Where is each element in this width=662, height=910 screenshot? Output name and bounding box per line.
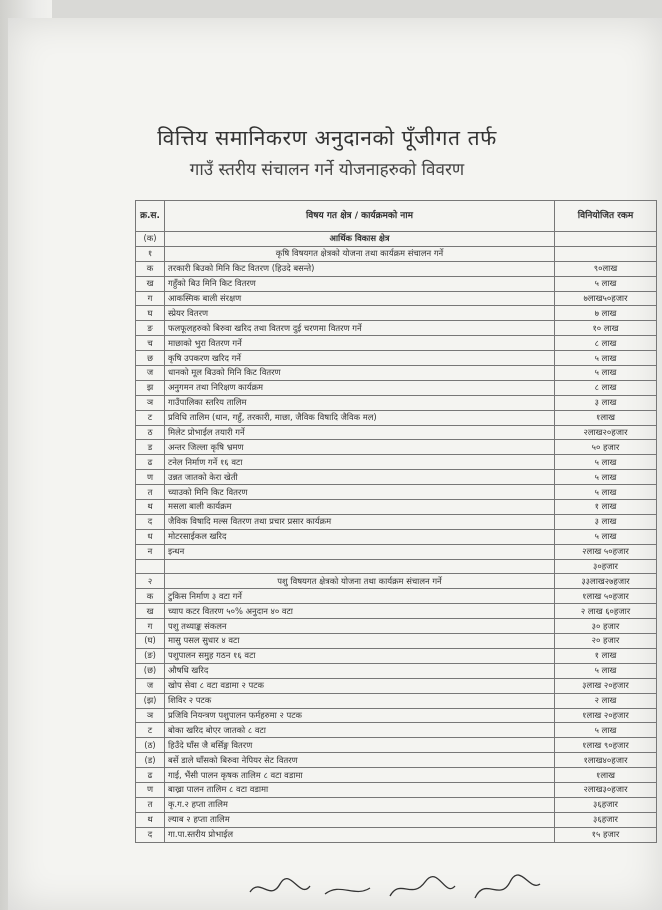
table-row [136, 782, 657, 797]
row-amount: ५ लाख [555, 723, 657, 738]
table-row [136, 619, 657, 634]
table-row [136, 366, 657, 381]
table-header-row [136, 201, 657, 232]
table-row [136, 768, 657, 783]
row-sn: ण [136, 470, 165, 485]
row-amount: १ लाख [555, 500, 657, 515]
row-name: स्प्रेयर वितरण [165, 306, 555, 321]
row-sn: ञ [136, 708, 165, 723]
row-sn: ज [136, 678, 165, 693]
row-amount: ३३लाख२७हजार [555, 574, 657, 589]
table-row [136, 336, 657, 351]
row-name: फलफूलहरुको बिरुवा खरिद तथा वितरण दुई चरणमा वितरण गर्ने [165, 321, 555, 336]
row-sn: ख [136, 276, 165, 291]
table-row [136, 753, 657, 768]
table-row [136, 604, 657, 619]
row-sn: ठ [136, 425, 165, 440]
row-sn: क [136, 589, 165, 604]
row-name: पशु तथ्याङ्क संकलन [165, 619, 555, 634]
row-name: औषधि खरिद [165, 663, 555, 678]
row-name: जैविक विषादि मल्स वितरण तथा प्रचार प्रसार कार्यक्रम [165, 514, 555, 529]
row-name: गाउँपालिका स्तरिय तालिम [165, 395, 555, 410]
row-name: आकस्मिक बाली संरक्षण [165, 291, 555, 306]
row-amount: २लाख३०हजार [555, 782, 657, 797]
row-name: मसला बाली कार्यक्रम [165, 500, 555, 515]
row-amount: २लाख ५०हजार [555, 544, 657, 559]
row-sn: ट [136, 723, 165, 738]
row-amount: १० लाख [555, 321, 657, 336]
row-name: पशुपालन समुह गठन १६ वटा [165, 648, 555, 663]
row-name: खोप सेवा ८ वटा वडामा २ पटक [165, 678, 555, 693]
row-amount: १५ हजार [555, 827, 657, 842]
table-row [136, 470, 657, 485]
table-row [136, 529, 657, 544]
row-amount: ३६हजार [555, 812, 657, 827]
row-name: कृषि विषयगत क्षेत्रको योजना तथा कार्यक्रम संचालन गर्ने [165, 246, 555, 261]
table-row [136, 500, 657, 515]
row-sn: घ [136, 306, 165, 321]
row-amount: १लाख ९०हजार [555, 738, 657, 753]
row-amount: ५ लाख [555, 351, 657, 366]
table-row [136, 425, 657, 440]
row-name: बाख्रा पालन तालिम ८ वटा वडामा [165, 782, 555, 797]
row-sn: छ [136, 351, 165, 366]
row-amount: २ लाख [555, 693, 657, 708]
row-sn: ङ [136, 321, 165, 336]
row-amount: १लाख४०हजार [555, 753, 657, 768]
table-row [136, 321, 657, 336]
table-row [136, 514, 657, 529]
table-row [136, 544, 657, 559]
row-sn: ग [136, 291, 165, 306]
table-row [136, 812, 657, 827]
row-sn: १ [136, 246, 165, 261]
table-row [136, 351, 657, 366]
budget-table [135, 200, 657, 843]
row-name: गा.पा.स्तरीय प्रोभाईल [165, 827, 555, 842]
row-amount: २० हजार [555, 634, 657, 649]
table-row [136, 723, 657, 738]
row-name: टनेल निर्माण गर्ने १६ वटा [165, 455, 555, 470]
row-amount: ३ लाख [555, 395, 657, 410]
row-amount: ८ लाख [555, 380, 657, 395]
row-amount: ८ लाख [555, 336, 657, 351]
table-row [136, 246, 657, 261]
table-row [136, 693, 657, 708]
row-amount: ७लाख५०हजार [555, 291, 657, 306]
document-subtitle: गाउँ स्तरीय संचालन गर्ने योजनाहरुको विवरण [189, 160, 465, 180]
row-sn [136, 559, 165, 574]
row-sn: (छ) [136, 663, 165, 678]
row-sn: (घ) [136, 634, 165, 649]
row-name: बर्से डाले घाँसको बिरुवा नेपियर सेट वितरण [165, 753, 555, 768]
row-amount: ५ लाख [555, 485, 657, 500]
table-row [136, 559, 657, 574]
row-name: शिविर २ पटक [165, 693, 555, 708]
table-row [136, 738, 657, 753]
row-sn: न [136, 544, 165, 559]
row-name: तरकारी बिउको मिनि किट वितरण (हिउदे बसन्ते) [165, 261, 555, 276]
row-name: बोका खरिद बोएर जातको ८ वटा [165, 723, 555, 738]
row-amount [555, 246, 657, 261]
row-amount: ९०लाख [555, 261, 657, 276]
row-sn: (क) [136, 232, 165, 247]
row-sn: ड [136, 440, 165, 455]
row-name: प्रविधि तालिम (धान, गहुँ, तरकारी, माछा, जैविक विषादि जैविक मल) [165, 410, 555, 425]
row-name: टुकिस निर्माण ३ वटा गर्ने [165, 589, 555, 604]
row-name: च्याउको मिनि किट वितरण [165, 485, 555, 500]
row-name: आर्थिक विकास क्षेत्र [165, 232, 555, 247]
row-sn: ढ [136, 455, 165, 470]
row-sn: ञ [136, 395, 165, 410]
row-amount: ५ लाख [555, 455, 657, 470]
row-amount: ५ लाख [555, 470, 657, 485]
row-amount [555, 232, 657, 247]
row-name: इन्धन [165, 544, 555, 559]
row-name: कृषि उपकरण खरिद गर्ने [165, 351, 555, 366]
row-sn: ढ [136, 768, 165, 783]
row-name: मासु पसल सुधार ४ वटा [165, 634, 555, 649]
table-row [136, 663, 657, 678]
row-amount: १लाख २०हजार [555, 708, 657, 723]
row-amount: ३लाख २०हजार [555, 678, 657, 693]
table-row [136, 648, 657, 663]
row-sn: थ [136, 500, 165, 515]
row-sn: ध [136, 529, 165, 544]
row-amount: १लाख [555, 410, 657, 425]
row-sn: (ङ) [136, 648, 165, 663]
table-row [136, 485, 657, 500]
table-row [136, 306, 657, 321]
row-sn: च [136, 336, 165, 351]
row-name [165, 559, 555, 574]
row-amount: ५ लाख [555, 529, 657, 544]
table-row [136, 455, 657, 470]
row-sn: क [136, 261, 165, 276]
row-sn: ख [136, 604, 165, 619]
table-row [136, 380, 657, 395]
row-amount: १ लाख [555, 648, 657, 663]
row-sn: त [136, 485, 165, 500]
row-sn: झ [136, 380, 165, 395]
row-amount: ३० हजार [555, 619, 657, 634]
table-row [136, 574, 657, 589]
header-name: विषय गत क्षेत्र / कार्यक्रमको नाम [165, 201, 555, 232]
row-name: अन्तर जिल्ला कृषि भ्रमण [165, 440, 555, 455]
row-amount: ७ लाख [555, 306, 657, 321]
table-row [136, 395, 657, 410]
row-amount: २ लाख ६०हजार [555, 604, 657, 619]
row-sn: थ [136, 812, 165, 827]
row-name: पशु विषयगत क्षेत्रको योजना तथा कार्यक्रम संचालन गर्ने [165, 574, 555, 589]
table-row [136, 708, 657, 723]
signatures [230, 872, 550, 906]
row-amount: ५ लाख [555, 276, 657, 291]
table-row [136, 276, 657, 291]
row-sn: द [136, 827, 165, 842]
row-sn: (ड) [136, 753, 165, 768]
row-name: हिउँदे घाँस जै बर्सिङ्ग वितरण [165, 738, 555, 753]
row-sn: ण [136, 782, 165, 797]
row-amount: ३६हजार [555, 797, 657, 812]
row-sn: त [136, 797, 165, 812]
row-name: गहुँको बिउ मिनि किट वितरण [165, 276, 555, 291]
row-amount: १लाख [555, 768, 657, 783]
row-name: गाई, भैंसी पालन कृषक तालिम ८ वटा वडामा [165, 768, 555, 783]
row-amount: ३ लाख [555, 514, 657, 529]
table-row [136, 589, 657, 604]
table-row [136, 291, 657, 306]
row-sn: ज [136, 366, 165, 381]
row-sn: (ठ) [136, 738, 165, 753]
row-name: मिलेट प्रोभाईल तयारी गर्ने [165, 425, 555, 440]
table-row [136, 232, 657, 247]
row-amount: ५ लाख [555, 366, 657, 381]
row-name: उन्नत जातको केरा खेती [165, 470, 555, 485]
row-amount: ५ लाख [555, 663, 657, 678]
row-name: धानको मूल बिउको मिनि किट वितरण [165, 366, 555, 381]
document-title: वित्तिय समानिकरण अनुदानको पूँजीगत तर्फ [157, 126, 497, 150]
row-name: मोटरसाईकल खरिद [165, 529, 555, 544]
row-name: अनुगमन तथा निरिक्षण कार्यक्रम [165, 380, 555, 395]
row-name: माछाको भुरा वितरण गर्ने [165, 336, 555, 351]
table-row [136, 678, 657, 693]
row-sn: ट [136, 410, 165, 425]
table-row [136, 261, 657, 276]
row-name: ल्याब २ हप्ता तालिम [165, 812, 555, 827]
row-amount: २लाख२०हजार [555, 425, 657, 440]
row-amount: ३०हजार [555, 559, 657, 574]
row-sn: २ [136, 574, 165, 589]
row-sn: ग [136, 619, 165, 634]
table-row [136, 797, 657, 812]
row-amount: १लाख ५०हजार [555, 589, 657, 604]
table-row [136, 440, 657, 455]
row-amount: ५० हजार [555, 440, 657, 455]
row-name: च्याप कटर वितरण ५०% अनुदान ४० वटा [165, 604, 555, 619]
row-name: प्रजिवि नियन्त्रण पशुपालन फर्महरुमा २ पटक [165, 708, 555, 723]
header-sn: क्र.स. [136, 201, 165, 232]
header-amount: विनियोजित रकम [555, 201, 657, 232]
table-row [136, 827, 657, 842]
table-row [136, 634, 657, 649]
row-sn: (झ) [136, 693, 165, 708]
table-row [136, 410, 657, 425]
row-sn: द [136, 514, 165, 529]
row-name: कृ.ग.२ हप्ता तालिम [165, 797, 555, 812]
